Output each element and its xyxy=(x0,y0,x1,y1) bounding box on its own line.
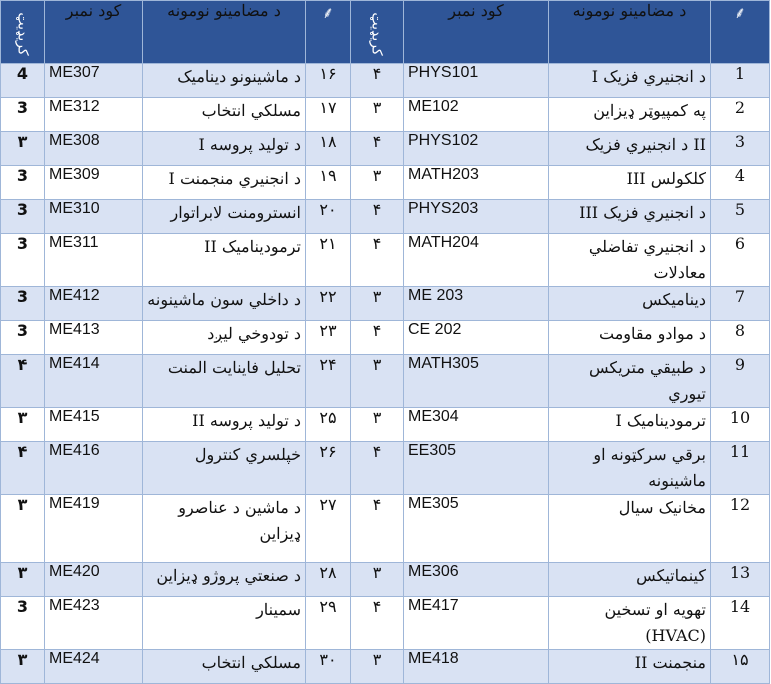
left-code-cell: ME309 xyxy=(45,166,143,200)
left-number-cell: ۲۵ xyxy=(306,408,351,442)
table-row xyxy=(1,355,770,408)
left-credits-cell: 3 xyxy=(1,287,45,321)
left-code-cell: ME419 xyxy=(45,495,143,563)
right-subject-header: د مضامینو نومونه xyxy=(549,1,711,64)
right-subject-cell: ترمودینامیک I xyxy=(549,408,711,442)
left-code-cell: ME308 xyxy=(45,132,143,166)
right-number-cell: ۱۵ xyxy=(711,650,770,684)
right-subject-cell: منجمنت II xyxy=(549,650,711,684)
left-number-cell: ۲۷ xyxy=(306,495,351,563)
right-credits-cell: ۳ xyxy=(351,166,404,200)
left-credits-cell: 4 xyxy=(1,64,45,98)
left-subject-cell: د داخلي سون ماشینونه xyxy=(143,287,306,321)
left-subject-cell: د ماشین د عناصرو ډیزاین xyxy=(143,495,306,563)
right-subject-cell: کلکولس III xyxy=(549,166,711,200)
right-number-cell: 9 xyxy=(711,355,770,408)
right-subject-cell: کینماتیکس xyxy=(549,563,711,597)
right-code-cell: ME 203 xyxy=(404,287,549,321)
right-code-cell: ME102 xyxy=(404,98,549,132)
left-number-cell: ۲۱ xyxy=(306,234,351,287)
right-code-cell: PHYS102 xyxy=(404,132,549,166)
left-credits-cell: 3 xyxy=(1,234,45,287)
left-credits-cell: ۳ xyxy=(1,132,45,166)
left-code-cell: ME414 xyxy=(45,355,143,408)
table-row xyxy=(1,563,770,597)
left-code-cell: ME310 xyxy=(45,200,143,234)
number-sign-icon: ⸙ xyxy=(733,3,746,22)
left-code-cell: ME413 xyxy=(45,321,143,355)
header-row xyxy=(1,1,770,64)
right-credits-cell: ۳ xyxy=(351,408,404,442)
right-number-cell: 14 xyxy=(711,597,770,650)
left-code-header: کود نمبر xyxy=(45,1,143,64)
left-credits-cell: ۴ xyxy=(1,355,45,408)
left-subject-cell: خپلسري کنترول xyxy=(143,442,306,495)
right-code-cell: ME306 xyxy=(404,563,549,597)
right-number-cell: 2 xyxy=(711,98,770,132)
right-code-cell: EE305 xyxy=(404,442,549,495)
table-row xyxy=(1,132,770,166)
right-credits-cell: ۴ xyxy=(351,132,404,166)
right-code-cell: CE 202 xyxy=(404,321,549,355)
right-subject-cell: د انجنیري فزیک III xyxy=(549,200,711,234)
left-number-cell: ۲۲ xyxy=(306,287,351,321)
right-code-cell: MATH305 xyxy=(404,355,549,408)
left-code-cell: ME424 xyxy=(45,650,143,684)
right-subject-cell: دینامیکس xyxy=(549,287,711,321)
table-row xyxy=(1,200,770,234)
right-number-cell: 12 xyxy=(711,495,770,563)
table-row xyxy=(1,495,770,563)
right-number-cell: 7 xyxy=(711,287,770,321)
table-row xyxy=(1,408,770,442)
left-credits-cell: ۳ xyxy=(1,563,45,597)
right-number-cell: 5 xyxy=(711,200,770,234)
left-subject-cell: د تولید پروسه I xyxy=(143,132,306,166)
right-credits-cell: ۳ xyxy=(351,355,404,408)
right-code-cell: ME305 xyxy=(404,495,549,563)
number-sign-icon: ⸙ xyxy=(321,3,334,22)
right-number-cell: 10 xyxy=(711,408,770,442)
right-subject-cell: د انجنیري فزیک I xyxy=(549,64,711,98)
right-subject-cell: د طبیقي متریکس تیوري xyxy=(549,355,711,408)
right-number-cell: 6 xyxy=(711,234,770,287)
right-number-header xyxy=(711,1,770,64)
left-credits-cell: ۳ xyxy=(1,650,45,684)
left-subject-cell: سمینار xyxy=(143,597,306,650)
right-subject-cell: د موادو مقاومت xyxy=(549,321,711,355)
left-code-cell: ME307 xyxy=(45,64,143,98)
left-code-cell: ME412 xyxy=(45,287,143,321)
right-number-cell: 11 xyxy=(711,442,770,495)
left-number-cell: ۱۷ xyxy=(306,98,351,132)
right-credits-cell: ۴ xyxy=(351,321,404,355)
table-row xyxy=(1,321,770,355)
right-subject-cell: برقي سرکټونه او ماشینونه xyxy=(549,442,711,495)
right-code-cell: ME417 xyxy=(404,597,549,650)
left-subject-cell: د تولید پروسه II xyxy=(143,408,306,442)
right-code-cell: MATH203 xyxy=(404,166,549,200)
left-number-cell: ۳۰ xyxy=(306,650,351,684)
right-code-cell: MATH204 xyxy=(404,234,549,287)
left-number-cell: ۱۶ xyxy=(306,64,351,98)
right-number-cell: 3 xyxy=(711,132,770,166)
right-subject-cell: مخانیک سیال xyxy=(549,495,711,563)
left-number-cell: ۱۹ xyxy=(306,166,351,200)
left-credits-cell: 3 xyxy=(1,200,45,234)
right-subject-cell: تهویه او تسخین (HVAC) xyxy=(549,597,711,650)
left-credits-cell: 3 xyxy=(1,98,45,132)
left-code-cell: ME423 xyxy=(45,597,143,650)
left-number-cell: ۲۴ xyxy=(306,355,351,408)
right-credits-cell: ۳ xyxy=(351,98,404,132)
right-subject-cell: II د انجنیري فزیک xyxy=(549,132,711,166)
left-credits-cell: ۴ xyxy=(1,442,45,495)
right-credits-cell: ۴ xyxy=(351,64,404,98)
left-number-header xyxy=(306,1,351,64)
table-row xyxy=(1,64,770,98)
right-credits-cell: ۴ xyxy=(351,597,404,650)
right-code-cell: PHYS101 xyxy=(404,64,549,98)
left-number-cell: ۲۰ xyxy=(306,200,351,234)
left-code-cell: ME416 xyxy=(45,442,143,495)
table-row xyxy=(1,166,770,200)
right-credits-cell: ۴ xyxy=(351,234,404,287)
left-subject-cell: تحلیل فاینایت المنت xyxy=(143,355,306,408)
left-number-cell: ۲۸ xyxy=(306,563,351,597)
left-credits-cell: 3 xyxy=(1,166,45,200)
right-number-cell: 8 xyxy=(711,321,770,355)
right-code-header: کود نمبر xyxy=(404,1,549,64)
table-row xyxy=(1,597,770,650)
right-code-cell: ME304 xyxy=(404,408,549,442)
table-row xyxy=(1,442,770,495)
left-subject-cell: مسلکي انتخاب xyxy=(143,98,306,132)
left-code-cell: ME415 xyxy=(45,408,143,442)
left-subject-cell: د تودوخي لیږد xyxy=(143,321,306,355)
left-subject-cell: ترمودینامیک II xyxy=(143,234,306,287)
right-code-cell: ME418 xyxy=(404,650,549,684)
left-subject-cell: د انجنیري منجمنت I xyxy=(143,166,306,200)
left-code-cell: ME311 xyxy=(45,234,143,287)
right-credits-header: کریډیټ xyxy=(351,1,404,64)
left-number-cell: ۲۹ xyxy=(306,597,351,650)
left-number-cell: ۲۶ xyxy=(306,442,351,495)
left-subject-cell: مسلکي انتخاب xyxy=(143,650,306,684)
right-subject-cell: په کمپیوټر ډیزاین xyxy=(549,98,711,132)
left-subject-cell: انسترومنت لابراتوار xyxy=(143,200,306,234)
left-code-cell: ME420 xyxy=(45,563,143,597)
right-credits-cell: ۳ xyxy=(351,287,404,321)
right-credits-cell: ۴ xyxy=(351,495,404,563)
table-row xyxy=(1,650,770,684)
table-row xyxy=(1,234,770,287)
right-subject-cell: د انجنیري تفاضلي معادلات xyxy=(549,234,711,287)
left-code-cell: ME312 xyxy=(45,98,143,132)
left-credits-cell: 3 xyxy=(1,321,45,355)
table-row xyxy=(1,287,770,321)
right-number-cell: 13 xyxy=(711,563,770,597)
right-credits-cell: ۴ xyxy=(351,200,404,234)
table-row xyxy=(1,98,770,132)
left-subject-cell: د صنعتي پروژو ډیزاین xyxy=(143,563,306,597)
left-credits-header: کریډیټ xyxy=(1,1,45,64)
right-credits-cell: ۳ xyxy=(351,563,404,597)
right-credits-cell: ۴ xyxy=(351,442,404,495)
left-number-cell: ۱۸ xyxy=(306,132,351,166)
left-credits-cell: ۳ xyxy=(1,408,45,442)
right-credits-cell: ۳ xyxy=(351,650,404,684)
left-number-cell: ۲۳ xyxy=(306,321,351,355)
left-credits-cell: 3 xyxy=(1,597,45,650)
left-subject-cell: د ماشینونو دینامیک xyxy=(143,64,306,98)
left-subject-header: د مضامینو نومونه xyxy=(143,1,306,64)
right-number-cell: 1 xyxy=(711,64,770,98)
right-code-cell: PHYS203 xyxy=(404,200,549,234)
right-number-cell: 4 xyxy=(711,166,770,200)
left-credits-cell: ۳ xyxy=(1,495,45,563)
